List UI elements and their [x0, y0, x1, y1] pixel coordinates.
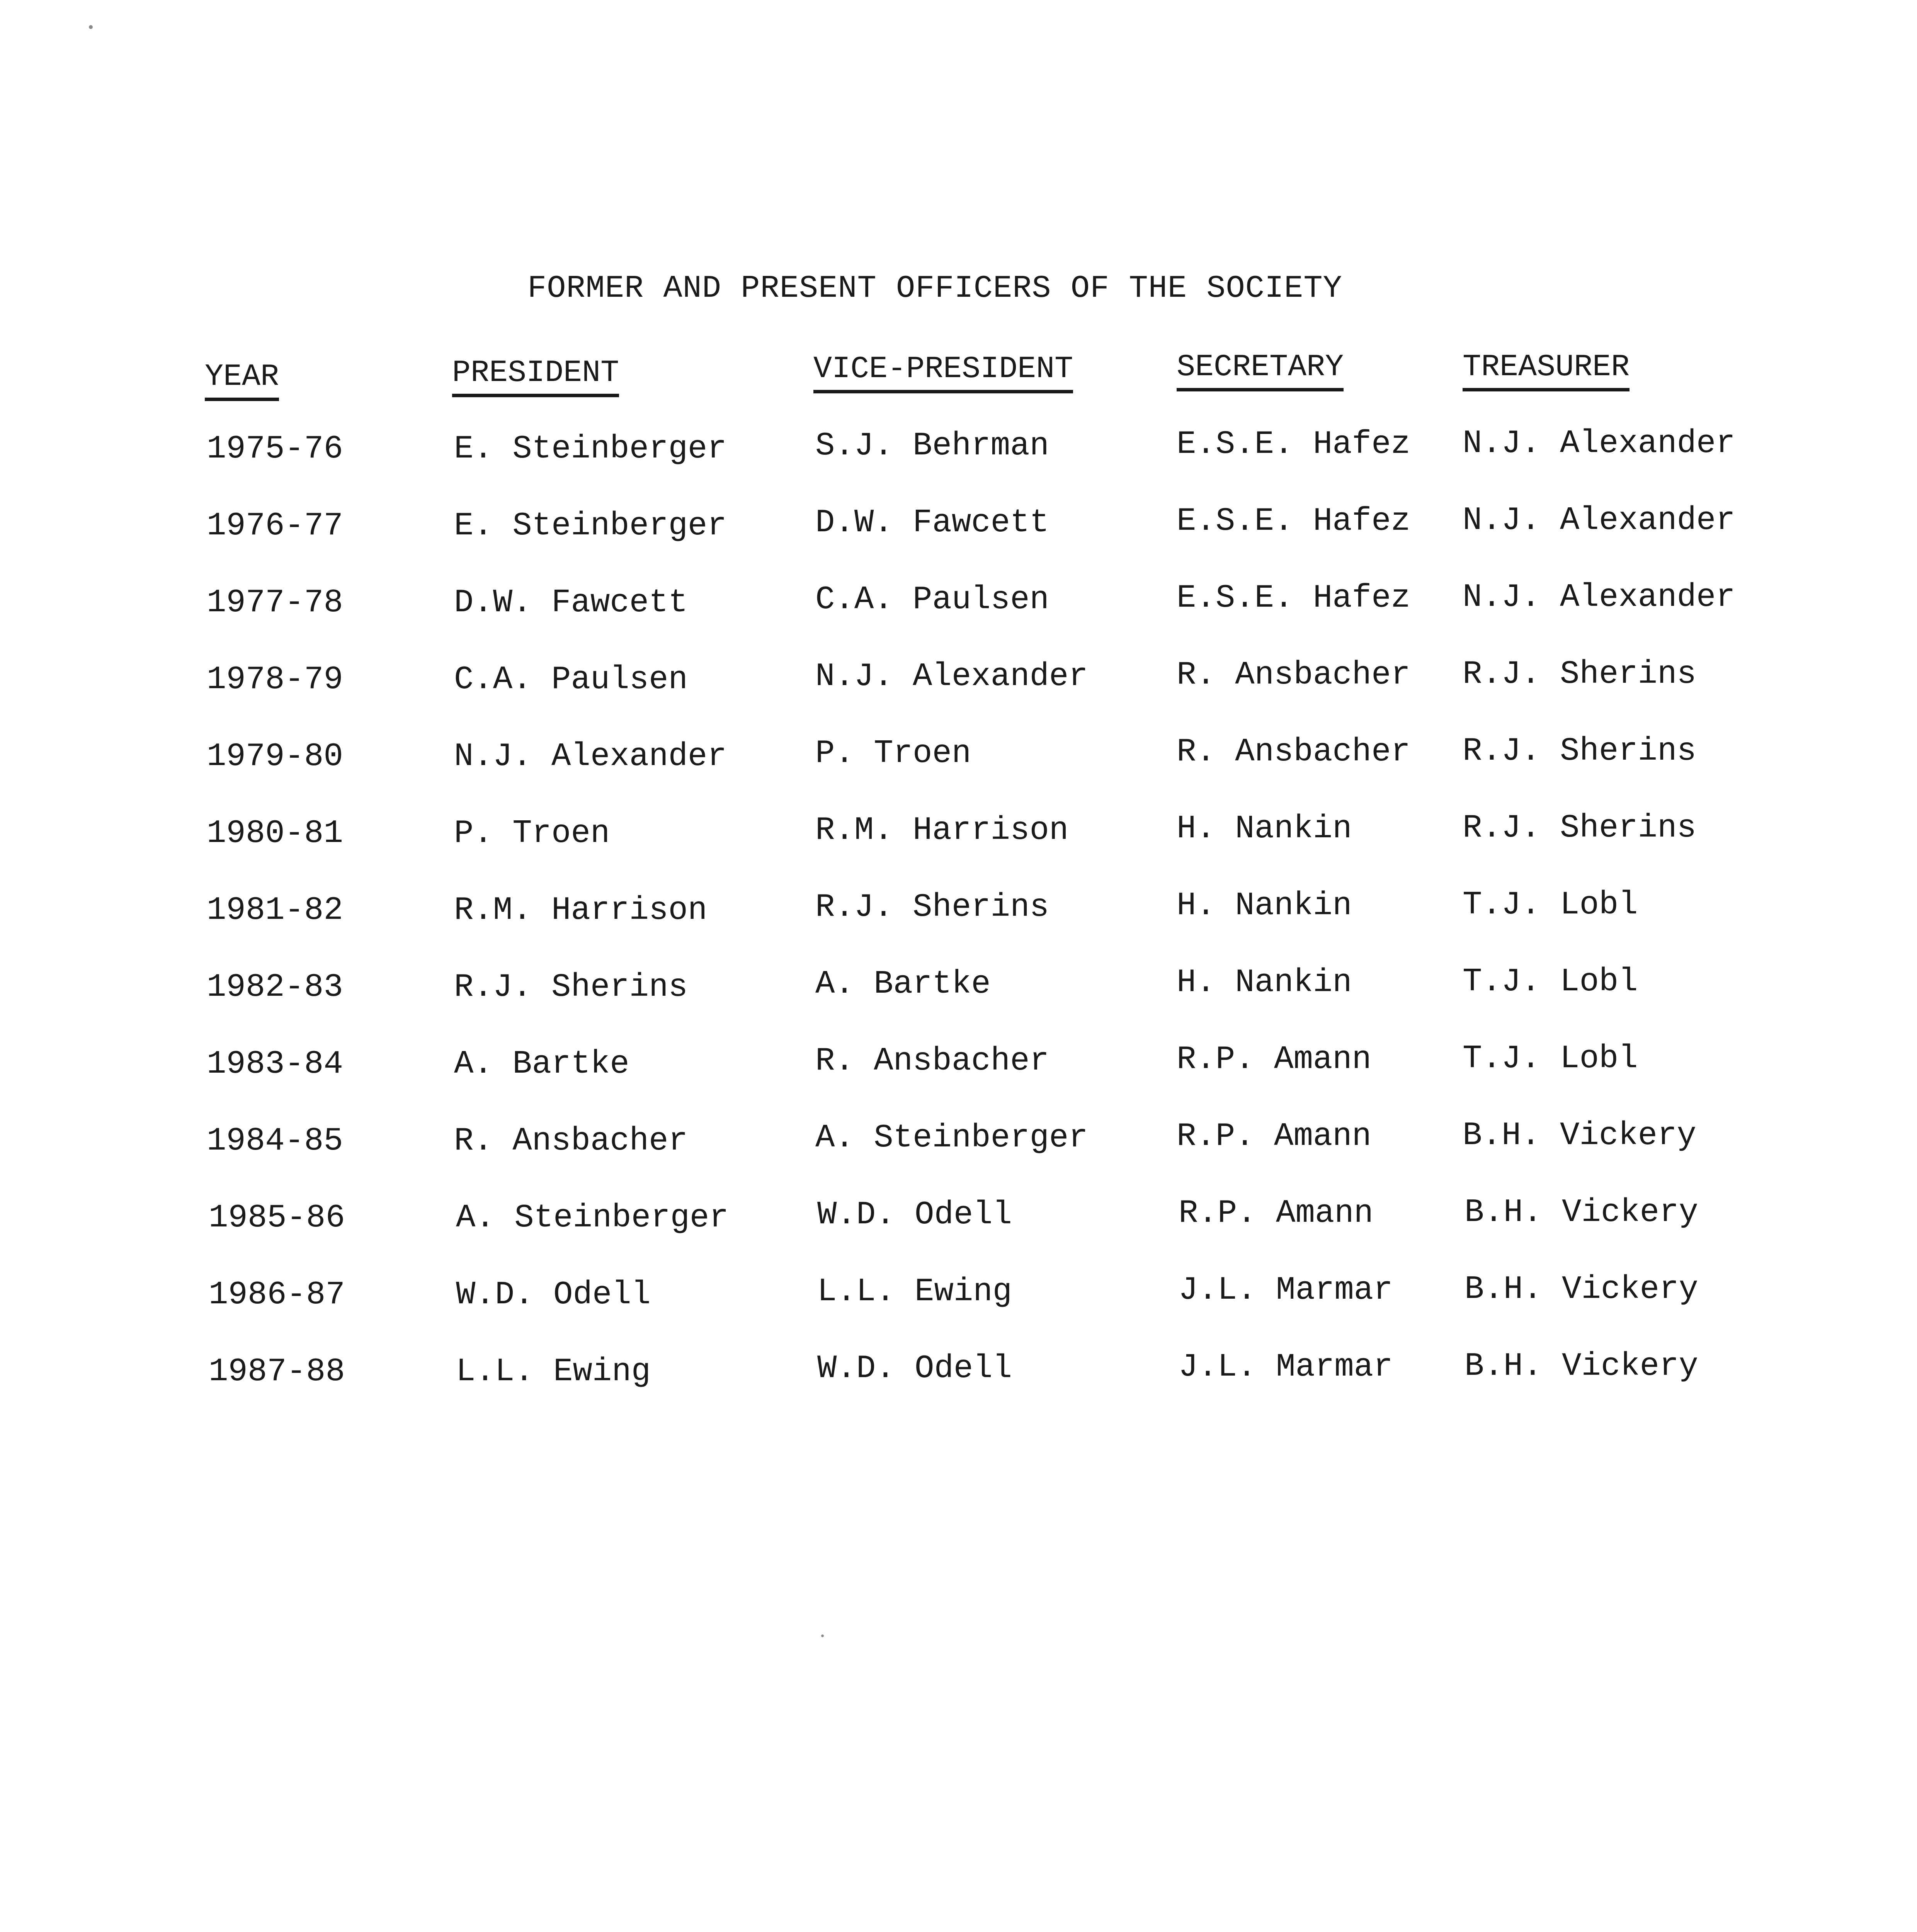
cell-treasurer: R.J. Sherins — [1463, 656, 1696, 693]
cell-president: E. Steinberger — [454, 508, 727, 544]
cell-secretary: H. Nankin — [1177, 811, 1352, 847]
cell-secretary: E.S.E. Hafez — [1177, 426, 1410, 463]
cell-president: N.J. Alexander — [454, 738, 727, 775]
scan-speck — [821, 1634, 824, 1637]
cell-secretary: R. Ansbacher — [1177, 657, 1410, 694]
cell-year: 1985-86 — [209, 1200, 345, 1236]
cell-secretary: J.L. Marmar — [1179, 1349, 1393, 1386]
cell-treasurer: R.J. Sherins — [1463, 810, 1696, 847]
cell-president: R.M. Harrison — [454, 892, 708, 929]
document-title: FORMER AND PRESENT OFFICERS OF THE SOCIETY — [527, 270, 1342, 306]
cell-year: 1982-83 — [207, 969, 343, 1006]
cell-secretary: R. Ansbacher — [1177, 734, 1410, 770]
cell-secretary: E.S.E. Hafez — [1177, 503, 1410, 540]
cell-president: C.A. Paulsen — [454, 662, 688, 698]
cell-treasurer: N.J. Alexander — [1463, 502, 1735, 539]
cell-treasurer: N.J. Alexander — [1463, 425, 1735, 462]
cell-vice-president: L.L. Ewing — [817, 1274, 1012, 1310]
cell-vice-president: R. Ansbacher — [815, 1043, 1049, 1080]
header-secretary: SECRETARY — [1177, 350, 1344, 391]
cell-vice-president: P. Troen — [815, 735, 971, 772]
cell-vice-president: D.W. Fawcett — [815, 505, 1049, 541]
cell-vice-president: S.J. Behrman — [815, 428, 1049, 464]
cell-year: 1976-77 — [207, 508, 343, 544]
cell-vice-president: W.D. Odell — [817, 1350, 1012, 1387]
cell-year: 1975-76 — [207, 431, 343, 468]
cell-president: A. Steinberger — [456, 1200, 729, 1236]
cell-treasurer: B.H. Vickery — [1465, 1348, 1698, 1385]
cell-president: W.D. Odell — [456, 1277, 651, 1313]
cell-year: 1981-82 — [207, 892, 343, 929]
cell-president: E. Steinberger — [454, 431, 727, 468]
cell-secretary: R.P. Amann — [1179, 1195, 1374, 1232]
cell-treasurer: T.J. Lobl — [1463, 1041, 1638, 1077]
cell-vice-president: C.A. Paulsen — [815, 582, 1049, 618]
cell-vice-president: A. Steinberger — [815, 1120, 1088, 1156]
cell-president: L.L. Ewing — [456, 1354, 651, 1390]
cell-president: R. Ansbacher — [454, 1123, 688, 1160]
cell-secretary: H. Nankin — [1177, 888, 1352, 924]
cell-vice-president: R.J. Sherins — [815, 889, 1049, 926]
cell-vice-president: W.D. Odell — [817, 1197, 1012, 1233]
cell-treasurer: B.H. Vickery — [1463, 1117, 1696, 1154]
cell-vice-president: A. Bartke — [815, 966, 991, 1003]
cell-year: 1979-80 — [207, 738, 343, 775]
cell-treasurer: T.J. Lobl — [1463, 964, 1638, 1000]
cell-treasurer: B.H. Vickery — [1465, 1194, 1698, 1231]
cell-treasurer: N.J. Alexander — [1463, 579, 1735, 616]
cell-treasurer: R.J. Sherins — [1463, 733, 1696, 770]
cell-vice-president: N.J. Alexander — [815, 658, 1088, 695]
cell-year: 1984-85 — [207, 1123, 343, 1160]
cell-vice-president: R.M. Harrison — [815, 812, 1069, 849]
cell-year: 1977-78 — [207, 585, 343, 621]
cell-president: P. Troen — [454, 815, 610, 852]
cell-secretary: R.P. Amann — [1177, 1118, 1372, 1155]
cell-year: 1987-88 — [209, 1354, 345, 1390]
cell-treasurer: T.J. Lobl — [1463, 887, 1638, 923]
header-year: YEAR — [205, 359, 279, 401]
cell-year: 1978-79 — [207, 662, 343, 698]
cell-president: R.J. Sherins — [454, 969, 688, 1006]
cell-president: D.W. Fawcett — [454, 585, 688, 621]
cell-treasurer: B.H. Vickery — [1465, 1271, 1698, 1308]
cell-secretary: H. Nankin — [1177, 964, 1352, 1001]
cell-year: 1983-84 — [207, 1046, 343, 1083]
cell-secretary: J.L. Marmar — [1179, 1272, 1393, 1309]
cell-year: 1980-81 — [207, 815, 343, 852]
header-president: PRESIDENT — [452, 355, 619, 397]
scan-speck — [89, 25, 93, 29]
cell-secretary: R.P. Amann — [1177, 1041, 1372, 1078]
cell-secretary: E.S.E. Hafez — [1177, 580, 1410, 617]
cell-year: 1986-87 — [209, 1277, 345, 1313]
header-vice-president: VICE-PRESIDENT — [813, 352, 1073, 393]
header-treasurer: TREASURER — [1463, 350, 1630, 391]
cell-president: A. Bartke — [454, 1046, 629, 1083]
